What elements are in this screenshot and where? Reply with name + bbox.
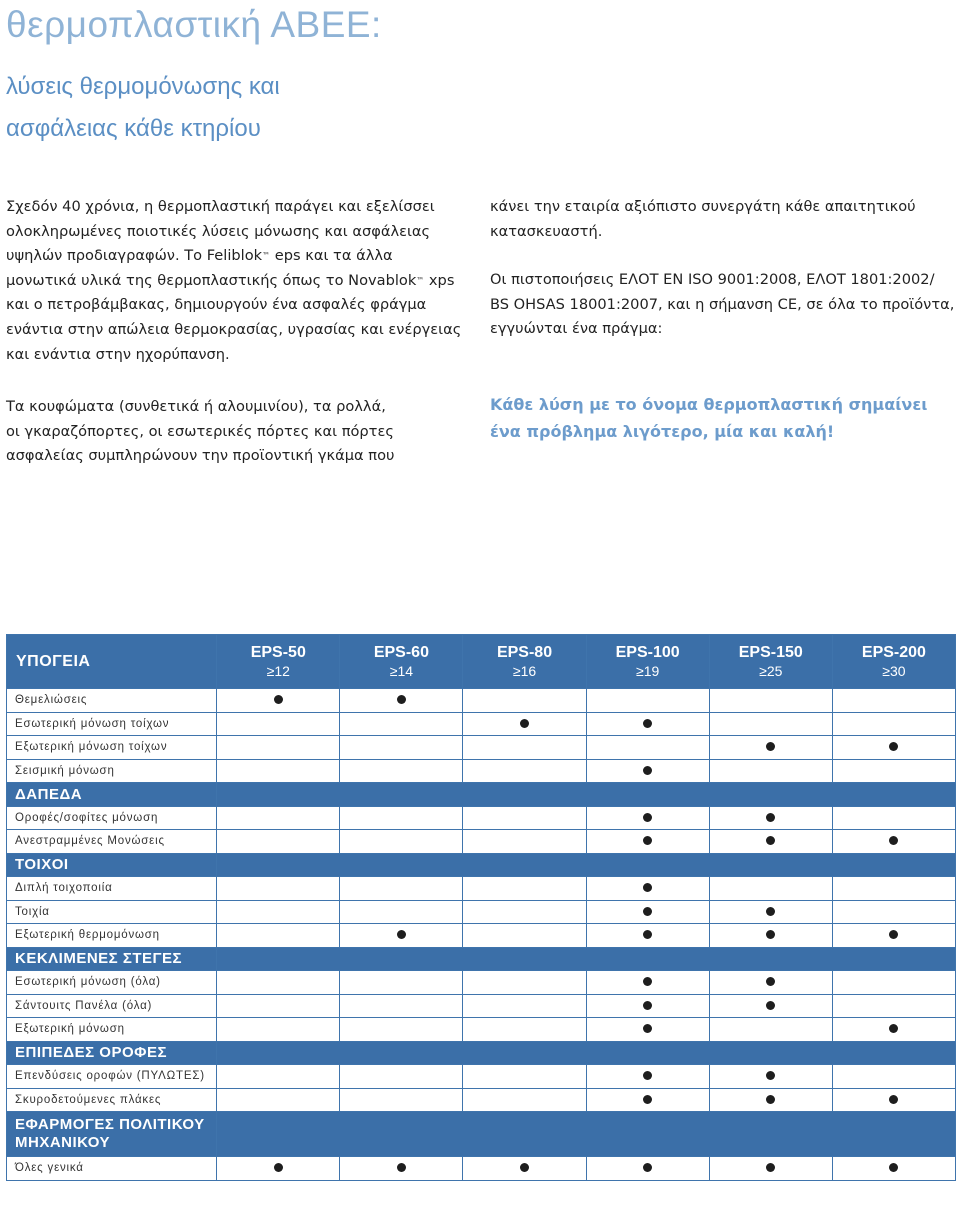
- bullet-mark-icon: [766, 1071, 775, 1080]
- row-label: Εξωτερική μόνωση: [7, 1018, 217, 1042]
- table-cell: [463, 759, 586, 783]
- section-title: ΤΟΙΧΟΙ: [7, 853, 217, 877]
- section-fill: [217, 947, 956, 971]
- table-cell: [463, 736, 586, 760]
- bullet-mark-icon: [643, 1163, 652, 1172]
- column-header: [340, 635, 463, 689]
- section-fill: [217, 783, 956, 807]
- density-label: ≥12: [266, 663, 290, 679]
- grade-label: EPS-50: [250, 644, 306, 661]
- row-label: Επενδύσεις οροφών (ΠΥΛΩΤΕΣ): [7, 1065, 217, 1089]
- table-cell: [709, 759, 832, 783]
- table-cell: [217, 759, 340, 783]
- density-label: ≥14: [389, 663, 414, 679]
- table-cell: [709, 994, 832, 1018]
- table-row: [7, 994, 956, 1018]
- table-cell: [463, 1157, 586, 1181]
- bullet-mark-icon: [766, 1163, 775, 1172]
- text-line: Σχεδόν 40 χρόνια, η θερμοπλαστική παράγει και εξελίσσει: [6, 198, 435, 215]
- table-cell: [463, 924, 586, 948]
- table-section-row: [7, 947, 956, 971]
- table-row: [7, 924, 956, 948]
- table-cell: [340, 971, 463, 995]
- section-fill: [217, 1041, 956, 1065]
- text-fragment: eps και τα άλλα: [270, 247, 393, 265]
- text-fragment: μονωτικά υλικά της θερμοπλαστικής όπως το Novablok: [6, 271, 417, 289]
- bullet-mark-icon: [643, 1095, 652, 1104]
- table-cell: [217, 877, 340, 901]
- table-row: [7, 830, 956, 854]
- header-basements: ΥΠΟΓΕΙΑ: [7, 635, 217, 689]
- table-cell: [217, 712, 340, 736]
- table-cell: [463, 1065, 586, 1089]
- table-section-row: [7, 1041, 956, 1065]
- table-cell: [832, 1157, 955, 1181]
- table-cell: [832, 900, 955, 924]
- table-header-row: [7, 635, 956, 689]
- table-cell: [709, 877, 832, 901]
- row-label: Εσωτερική μόνωση τοίχων: [7, 712, 217, 736]
- text-fragment: xps: [424, 271, 455, 289]
- table-row: [7, 900, 956, 924]
- column-header: [217, 635, 340, 689]
- table-cell: [709, 806, 832, 830]
- section-fill: [217, 853, 956, 877]
- table-row: [7, 971, 956, 995]
- table-cell: [340, 1157, 463, 1181]
- table-cell: [217, 1157, 340, 1181]
- table-row: [7, 736, 956, 760]
- density-label: ≥25: [759, 663, 783, 679]
- row-label: Σκυροδετούμενες πλάκες: [7, 1088, 217, 1112]
- bullet-mark-icon: [643, 883, 652, 892]
- column-header: [586, 635, 709, 689]
- table-cell: [832, 759, 955, 783]
- table-cell: [217, 1018, 340, 1042]
- table-cell: [217, 924, 340, 948]
- table-cell: [463, 900, 586, 924]
- bullet-mark-icon: [397, 1163, 406, 1172]
- row-label: Τοιχία: [7, 900, 217, 924]
- table-cell: [709, 830, 832, 854]
- table-cell: [463, 1088, 586, 1112]
- section-title: ΕΦΑΡΜΟΓΕΣ ΠΟΛΙΤΙΚΟΥ ΜΗΧΑΝΙΚΟΥ: [7, 1112, 217, 1157]
- table-cell: [832, 736, 955, 760]
- table-cell: [340, 806, 463, 830]
- table-cell: [340, 924, 463, 948]
- table-row: [7, 1018, 956, 1042]
- row-label: Σεισμική μόνωση: [7, 759, 217, 783]
- text-line: οι γκαραζόπορτες, οι εσωτερικές πόρτες και πόρτες: [6, 422, 394, 440]
- table-row: [7, 1065, 956, 1089]
- grade-label: EPS-60: [373, 644, 429, 661]
- section-fill: [217, 1112, 956, 1157]
- table-cell: [832, 994, 955, 1018]
- table-cell: [463, 712, 586, 736]
- table-cell: [217, 736, 340, 760]
- table-cell: [586, 971, 709, 995]
- intro-paragraph-3: [490, 195, 916, 244]
- table-cell: [832, 712, 955, 736]
- table-cell: [340, 900, 463, 924]
- row-label: Όλες γενικά: [7, 1157, 217, 1181]
- table-cell: [340, 877, 463, 901]
- grade-label: EPS-100: [615, 644, 680, 661]
- table-cell: [463, 877, 586, 901]
- grade-label: EPS-200: [861, 644, 926, 661]
- bullet-mark-icon: [520, 719, 529, 728]
- table-cell: [340, 1088, 463, 1112]
- density-label: ≥16: [512, 663, 537, 679]
- bullet-mark-icon: [643, 813, 652, 822]
- row-label: Οροφές/σοφίτες μόνωση: [7, 806, 217, 830]
- table-cell: [340, 759, 463, 783]
- trademark-symbol: ™: [262, 251, 271, 261]
- column-header: [709, 635, 832, 689]
- intro-paragraph-2: [6, 395, 394, 469]
- table-row: [7, 877, 956, 901]
- table-cell: [832, 1088, 955, 1112]
- table-section-row: [7, 853, 956, 877]
- table-cell: [586, 1088, 709, 1112]
- table-cell: [586, 736, 709, 760]
- column-header: [463, 635, 586, 689]
- table-cell: [709, 900, 832, 924]
- table-cell: [832, 924, 955, 948]
- slogan: [490, 391, 927, 445]
- bullet-mark-icon: [766, 907, 775, 916]
- trademark-symbol: ™: [416, 275, 425, 285]
- table-cell: [586, 1065, 709, 1089]
- text-line: BS OHSAS 18001:2007, και η σήμανση CE, σε όλα το προϊόντα,: [490, 295, 955, 313]
- row-label: Διπλή τοιχοποιία: [7, 877, 217, 901]
- slogan-line: ένα πρόβλημα λιγότερο, μία και καλή!: [490, 422, 835, 441]
- table-cell: [586, 877, 709, 901]
- grade-label: EPS-80: [496, 644, 553, 661]
- bullet-mark-icon: [643, 1071, 652, 1080]
- page-subtitle: [6, 66, 280, 150]
- table-cell: [463, 971, 586, 995]
- intro-paragraph-1: [6, 195, 461, 367]
- row-label: Σάντουιτς Πανέλα (όλα): [7, 994, 217, 1018]
- table-cell: [463, 806, 586, 830]
- bullet-mark-icon: [889, 1095, 898, 1104]
- table-cell: [463, 830, 586, 854]
- text-line: ενάντια στην απώλεια θερμοκρασίας, υγρασίας και ενέργειας: [6, 320, 462, 338]
- table-row: [7, 689, 956, 713]
- bullet-mark-icon: [397, 695, 406, 704]
- row-label: Εσωτερική μόνωση (όλα): [7, 971, 217, 995]
- text-line: εγγυώνται ένα πράγμα:: [490, 320, 663, 338]
- table-cell: [709, 1065, 832, 1089]
- text-fragment: υψηλών προδιαγραφών. Το Feliblok: [6, 247, 263, 265]
- application-table: [6, 634, 956, 1181]
- table-cell: [217, 1065, 340, 1089]
- table-section-row: [7, 783, 956, 807]
- table-cell: [586, 900, 709, 924]
- table-row: [7, 1157, 956, 1181]
- table-cell: [832, 1065, 955, 1089]
- text-line: Τα κουφώματα (συνθετικά ή αλουμινίου), τα ρολλά,: [6, 398, 386, 415]
- table-cell: [709, 689, 832, 713]
- bullet-mark-icon: [643, 977, 652, 986]
- bullet-mark-icon: [766, 930, 775, 939]
- column-header: [832, 635, 955, 689]
- bullet-mark-icon: [766, 742, 775, 751]
- bullet-mark-icon: [766, 813, 775, 822]
- subtitle-line: ασφάλειας κάθε κτηρίου: [6, 115, 261, 142]
- table-cell: [340, 712, 463, 736]
- table-cell: [340, 736, 463, 760]
- bullet-mark-icon: [643, 766, 652, 775]
- bullet-mark-icon: [643, 907, 652, 916]
- section-title: ΕΠΙΠΕΔΕΣ ΟΡΟΦΕΣ: [7, 1041, 217, 1065]
- table-cell: [340, 994, 463, 1018]
- bullet-mark-icon: [643, 1001, 652, 1010]
- table-cell: [709, 712, 832, 736]
- table-cell: [217, 900, 340, 924]
- table-cell: [709, 971, 832, 995]
- bullet-mark-icon: [766, 836, 775, 845]
- table-cell: [217, 994, 340, 1018]
- bullet-mark-icon: [643, 719, 652, 728]
- text-line: Οι πιστοποιήσεις ΕΛΟΤ EN ISO 9001:2008, ΕΛΟΤ 1801:2002/: [490, 271, 935, 288]
- text-line: κατασκευαστή.: [490, 222, 603, 240]
- table-cell: [586, 1157, 709, 1181]
- table-cell: [340, 830, 463, 854]
- table-cell: [340, 1065, 463, 1089]
- section-title: ΔΑΠΕΔΑ: [7, 783, 217, 807]
- certifications-paragraph: [490, 268, 954, 342]
- table-cell: [586, 806, 709, 830]
- bullet-mark-icon: [397, 930, 406, 939]
- table-section-row: [7, 1112, 956, 1157]
- row-label: Ανεστραμμένες Μονώσεις: [7, 830, 217, 854]
- density-label: ≥19: [636, 663, 660, 679]
- bullet-mark-icon: [889, 1024, 898, 1033]
- text-line: και ο πετροβάμβακας, δημιουργούν ένα ασφαλές φράγμα: [6, 296, 427, 314]
- row-label: Εξωτερική θερμομόνωση: [7, 924, 217, 948]
- grade-label: EPS-150: [738, 644, 803, 661]
- text-line: ασφαλείας συμπληρώνουν την προϊοντική γκάμα που: [6, 447, 395, 465]
- density-label: ≥30: [882, 663, 906, 679]
- text-line: [6, 269, 461, 294]
- bullet-mark-icon: [889, 836, 898, 845]
- table-cell: [832, 830, 955, 854]
- text-line: ολοκληρωμένες ποιοτικές λύσεις μόνωσης και ασφάλειας: [6, 222, 431, 240]
- bullet-mark-icon: [520, 1163, 529, 1172]
- bullet-mark-icon: [889, 1163, 898, 1172]
- table-cell: [586, 689, 709, 713]
- table-cell: [832, 689, 955, 713]
- table-cell: [217, 806, 340, 830]
- text-line: και ενάντια στην ηχορύπανση.: [6, 345, 230, 363]
- table-cell: [832, 971, 955, 995]
- table-cell: [340, 1018, 463, 1042]
- bullet-mark-icon: [766, 977, 775, 986]
- table-cell: [586, 712, 709, 736]
- subtitle-line: λύσεις θερμομόνωσης και: [6, 73, 280, 100]
- table-cell: [709, 1157, 832, 1181]
- table-cell: [709, 1088, 832, 1112]
- table-cell: [463, 994, 586, 1018]
- bullet-mark-icon: [766, 1095, 775, 1104]
- table-cell: [340, 689, 463, 713]
- table-row: [7, 1088, 956, 1112]
- slogan-line: Κάθε λύση με το όνομα θερμοπλαστική σημαίνει: [490, 395, 928, 414]
- table-cell: [832, 806, 955, 830]
- bullet-mark-icon: [889, 742, 898, 751]
- table-cell: [832, 1018, 955, 1042]
- table-cell: [217, 830, 340, 854]
- table-row: [7, 759, 956, 783]
- table-row: [7, 806, 956, 830]
- table-row: [7, 712, 956, 736]
- bullet-mark-icon: [643, 930, 652, 939]
- table-cell: [832, 877, 955, 901]
- row-label: Εξωτερική μόνωση τοίχων: [7, 736, 217, 760]
- table-cell: [586, 759, 709, 783]
- table-cell: [709, 924, 832, 948]
- table-cell: [217, 1088, 340, 1112]
- table-cell: [586, 1018, 709, 1042]
- bullet-mark-icon: [643, 1024, 652, 1033]
- page-title: θερμοπλαστική ΑΒΕΕ:: [6, 4, 382, 45]
- text-line: κάνει την εταιρία αξιόπιστο συνεργάτη κάθε απαιτητικού: [490, 198, 916, 215]
- bullet-mark-icon: [274, 1163, 283, 1172]
- text-line: [6, 244, 461, 269]
- table-cell: [709, 736, 832, 760]
- table-cell: [463, 689, 586, 713]
- bullet-mark-icon: [766, 1001, 775, 1010]
- table-cell: [463, 1018, 586, 1042]
- table-cell: [709, 1018, 832, 1042]
- row-label: Θεμελιώσεις: [7, 689, 217, 713]
- table-cell: [586, 924, 709, 948]
- bullet-mark-icon: [643, 836, 652, 845]
- bullet-mark-icon: [274, 695, 283, 704]
- section-title: ΚΕΚΛΙΜΕΝΕΣ ΣΤΕΓΕΣ: [7, 947, 217, 971]
- table-cell: [217, 971, 340, 995]
- table-cell: [217, 689, 340, 713]
- bullet-mark-icon: [889, 930, 898, 939]
- table-cell: [586, 994, 709, 1018]
- table-cell: [586, 830, 709, 854]
